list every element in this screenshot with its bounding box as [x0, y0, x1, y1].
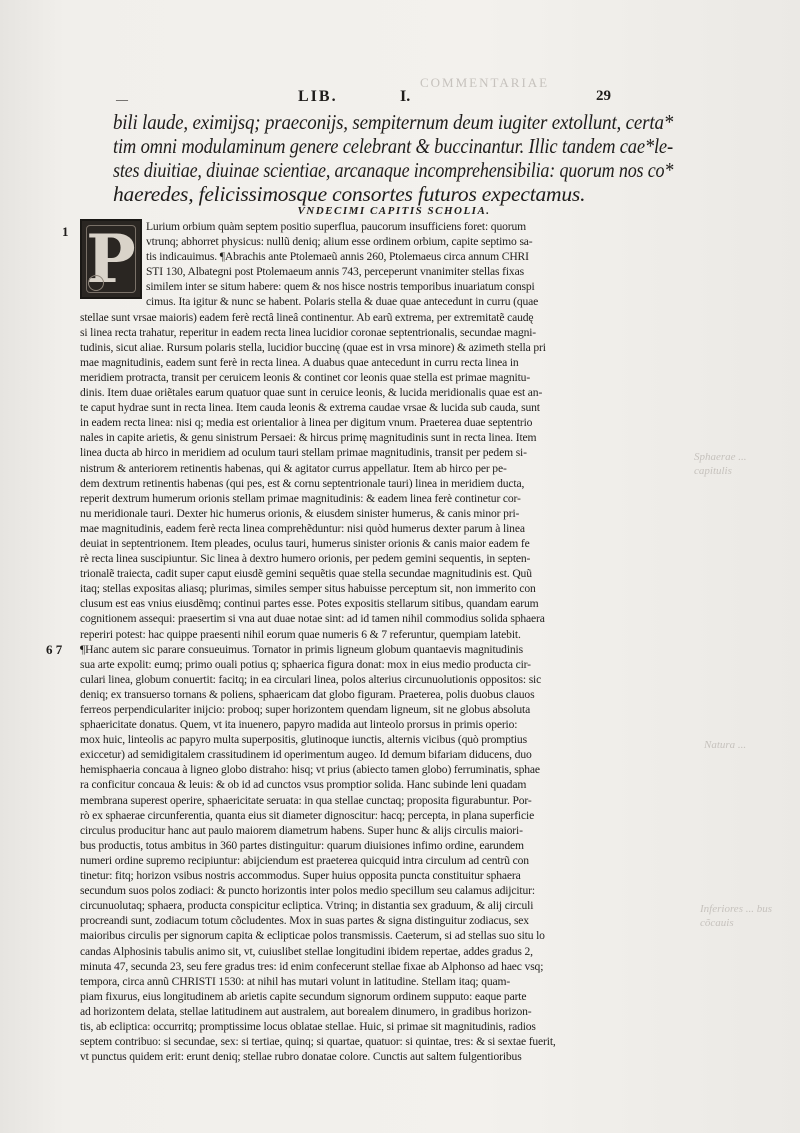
- text-line: meridiem protracta, transit per ceruicem leonis & continet cor leonis quae stella est primae magnitu-: [80, 370, 531, 384]
- text-line: te caput hydrae sunt in recta linea. Item cauda leonis & extrema caudae vrsae & lucida sub cauda, sunt: [80, 401, 540, 415]
- scholia-body: [80, 219, 680, 1064]
- intro-line: haeredes, felicissimosque consortes futuros expectamus.: [113, 182, 586, 206]
- text-line: membrana superest operire, sphaericitate seruata: in qua stellae cunctaq; proposita figurabuntur. Por-: [80, 793, 532, 807]
- scholia-title: [0, 205, 800, 217]
- text-line: rè recta linea suscipiuntur. Sic linea à dextro humero orionis, per pedem gemini sequentis, in septen-: [80, 552, 531, 566]
- text-line: exiccetur) ad semidigitalem crassitudinem id operimentum augeo. Id demum bifariam diducens, duo: [80, 748, 532, 762]
- text-line: ad horizontem delata, stellae latitudinem aut australem, aut borealem dinumero, in gradibus horizon-: [80, 1004, 532, 1018]
- bleed-through-margin-b: Natura ...: [704, 739, 747, 751]
- text-line: piam fixurus, eius longitudinem ab arietis capite secundum signorum ordinem supputo: eaque parte: [80, 989, 527, 1003]
- margin-number-67: 6 7: [46, 642, 63, 657]
- scholia-title-text: VNDECIMI CAPITIS SCHOLIA.: [297, 205, 491, 217]
- text-line: si linea recta trahatur, reperitur in eadem recta linea lucidior coronae septentrionalis, secundae magni-: [80, 325, 537, 339]
- margin-number-1: 1: [62, 224, 69, 239]
- decorated-initial: [80, 219, 142, 299]
- ornament-icon: [88, 275, 104, 291]
- text-line: ra conficitur concaua & leuis: & ob id ad cunctos vsus promptior solida. Hanc subinde leni quadam: [80, 778, 527, 792]
- text-line: clusum est eas vnius eiusdẽmq; continui partes esse. Potes expositis stellarum sitibus, quandam earum: [80, 597, 539, 611]
- bleed-through-top: COMMENTARIAE: [420, 75, 550, 90]
- text-line: hemisphaeria concaua à ligneo globo distraho: hisq; vt prius (abiecto tamen globo) ferruminatis, sphae: [80, 763, 540, 777]
- text-line: vtrunq; abhorret physicus: nullũ deniq; alium esse ordinem orbium, capite septimo sa-: [146, 235, 533, 249]
- text-line: maioribus circulis per signorum capita & eclipticae polos transmissis. Caeterum, si ad stellas suo situ lo: [80, 929, 545, 943]
- text-line: dinis. Item duae oriẽtales earum quatuor quae sunt in ceruice leonis, & lucida meridionalis quae est an-: [80, 386, 543, 400]
- text-line: sphaericitate donatus. Quem, vt ita inuenero, papyro madida aut linteolo prorsus in primis operio:: [80, 718, 518, 732]
- text-line: STI 130, Albategni post Ptolemaeum annis 743, perceperunt vnanimiter stellas fixas: [146, 265, 524, 279]
- text-line: stellae sunt vrsae maioris) eadem ferè rectâ lineâ continentur. Ab earũ extrema, per extremitatẽ caudę: [80, 310, 534, 324]
- bleed-through-margin-c: Inferiores ... bus cõcauis: [700, 903, 773, 929]
- text-line: tis, ab ecliptica: occurritq; promptissime locus oblatae stellae. Huic, si primae sit magnitudinis, radios: [80, 1019, 536, 1033]
- text-line: culari linea, globum conuertit: facitq; in ea circulari linea, polos alterius circunuolutionis oppositos: sic: [80, 672, 542, 686]
- text-line: dem dextrum retinentis habenas (qui pes, est & cornu septentrionale tauri) linea in meridiem ducta,: [80, 476, 525, 490]
- intro-line: tim omni modulaminum genere celebrant & buccinantur. Illic tandem cae*le-: [113, 134, 673, 158]
- text-line: circunuolutaq; sphaera, producta conspicitur ecliptica. Vtrinq; in distantia sex graduum, & alij circuli: [80, 899, 534, 913]
- text-line: mae magnitudinis, eadem ferè recta linea comprehẽduntur: nisi quòd humerus dexter parum à linea: [80, 521, 525, 535]
- text-line: cognitionem assequi: praesertim si vna aut duae notae sint: ad id tamen nihil commodius solida sphaera: [80, 612, 545, 626]
- folio-number: 29: [596, 88, 611, 104]
- text-line: numeri ordine supremo recipiuntur: abijciendum est praeterea quicquid intra circulum ad centrũ con: [80, 853, 529, 867]
- text-line: nu meridionale tauri. Dexter hic humerus orionis, & eiusdem sinister humerus, & canis minor pri-: [80, 506, 520, 520]
- text-line: itaq; stellas expositas aliasq; plurimas, similes semper situs habuisse perceptum sit, non immerito con: [80, 582, 536, 596]
- text-line: circulus producitur hanc aut paulo maiorem diametrum habens. Super hunc & alijs circulis maiori-: [80, 823, 523, 837]
- intro-paragraph: [113, 110, 673, 206]
- text-line: septem contribuo: si secundae, sex: si tertiae, quinq; si quartae, quatuor: si quintae, tres: & si sextae fuerit,: [80, 1035, 556, 1049]
- text-line: in eadem recta linea: nisi q; media est orientalior à linea per digitum vnum. Praeterea duae septentrio: [80, 416, 533, 430]
- intro-line: stes diuitiae, diuinae scientiae, arcanaque incomprehensibilia: quorum nos co*: [113, 158, 674, 182]
- text-line: ¶Hanc autem sic parare consueuimus. Tornator in primis ligneum globum quantaevis magnitudinis: [80, 642, 523, 656]
- text-line: bus productis, totus ambitus in 360 partes distinguitur: quarum diuisiones infimo ordine, earundem: [80, 838, 524, 852]
- text-line: mox huic, linteolis ac papyro multa superpositis, glutinoque iunctis, alternis vicibus (quò promptius: [80, 733, 527, 747]
- running-header: [0, 88, 800, 112]
- text-line: deniq; ex transuerso tornans & poliens, sphaericam dat globo figuram. Praeterea, polis duobus clauos: [80, 687, 535, 701]
- bleed-through-margin-a: Sphaerae ... capitulis: [694, 451, 747, 477]
- text-line: minuta 47, secunda 23, seu fere gradus tres: id enim confecerunt stellae fixae ab Alphonso ad haec vsq;: [80, 959, 544, 973]
- text-line: tinetur: fitq; horizon vsibus nostris accommodus. Super huius opposita puncta constituitur sphaera: [80, 869, 521, 883]
- corner-mark: —: [116, 92, 128, 106]
- text-line: Lurium orbium quàm septem positio superflua, paucorum insufficiens foret: quorum: [146, 220, 526, 233]
- text-line: similem inter se situm habere: quem & nos hisce nostris temporibus inuariatum conspi: [146, 280, 535, 294]
- text-line: linea ducta ab hirco in meridiem ad oculum tauri stellam primae magnitudinis, transit per pedem si-: [80, 446, 527, 460]
- text-line: deuiat in septentrionem. Item pleades, oculus tauri, humerus sinister orionis & canis maior eadem fe: [80, 536, 530, 550]
- text-line: mae magnitudinis, eadem sunt ferè in recta linea. A duabus quae antecedunt in curru recta linea in: [80, 355, 519, 369]
- text-line: cimus. Ita igitur & nunc se habent. Polaris stella & duae quae antecedunt in curru (quae: [146, 295, 539, 309]
- book-number: I.: [400, 88, 411, 105]
- text-line: reperit dextrum humerum orionis stellam primae magnitudinis: & eadem linea ferè continetur cor-: [80, 491, 521, 505]
- text-line: nales in capite arietis, & genu sinistrum Persaei: & hircus primę magnitudinis sunt in recta linea. Item: [80, 431, 537, 445]
- intro-line: bili laude, eximijsq; praeconijs, sempiternum deum iugiter extollunt, certa*: [113, 110, 674, 134]
- text-line: procreandi sunt, zodiacum totum cõcludentes. Mox in suas partes & signa distinguitur zodiacus, sex: [80, 914, 529, 928]
- text-line: tempora, circa annũ CHRISTI 1530: at nihil has mutari volunt in latitudine. Stellam itaq; quam-: [80, 974, 511, 988]
- text-line: sua arte expolit: eumq; primo ouali potius q; sphaerica figura donat: mox in eius medio producta cir-: [80, 657, 531, 671]
- text-line: tudinis, sicut aliae. Rursum polaris stella, lucidior buccinę (quae est in vrsa minore) & azimeth stella pri: [80, 340, 546, 354]
- text-line: vt punctus quidem erit: erunt deniq; stellae rubro donatae colore. Cunctis aut saltem fulgentioribus: [80, 1050, 522, 1064]
- running-head: LIB.: [298, 88, 338, 105]
- text-line: rò ex sphaerae circunferentia, quanta eius sit diameter dignoscitur: hacq; percepta, in plana superficie: [80, 808, 535, 822]
- initial-letter: P: [86, 220, 136, 298]
- text-line: reperiri potest: hac quippe praesenti nihil eorum quae numeris 6 & 7 referuntur, quempiam latebit.: [80, 627, 521, 641]
- text-line: candas Alphosinis tabulis animo sit, vt, cuiuslibet stellae longitudini ibidem repertae, addes gradus 2,: [80, 944, 533, 958]
- text-line: secundum suos polos zodiaci: & puncto horizontis inter polos medio specillum seu calamus adijcitur:: [80, 884, 535, 898]
- text-line: ferreos perpendiculariter inijcio: proboq; super horizontem quendam ligneum, sit ne globus absoluta: [80, 703, 531, 716]
- text-line: nistrum & anteriorem retinentis habenas, qui & agitator currus appellatur. Item ab hirco per pe-: [80, 461, 507, 475]
- text-line: tis indicauimus. ¶Abrachis ante Ptolemaeũ annis 260, Ptolemaeus circa annum CHRI: [146, 250, 529, 264]
- text-line: trionalẽ traiecta, cadit super caput eiusdẽ gemini sequẽtis quae stella secundae magnitudinis est. Quũ: [80, 567, 532, 581]
